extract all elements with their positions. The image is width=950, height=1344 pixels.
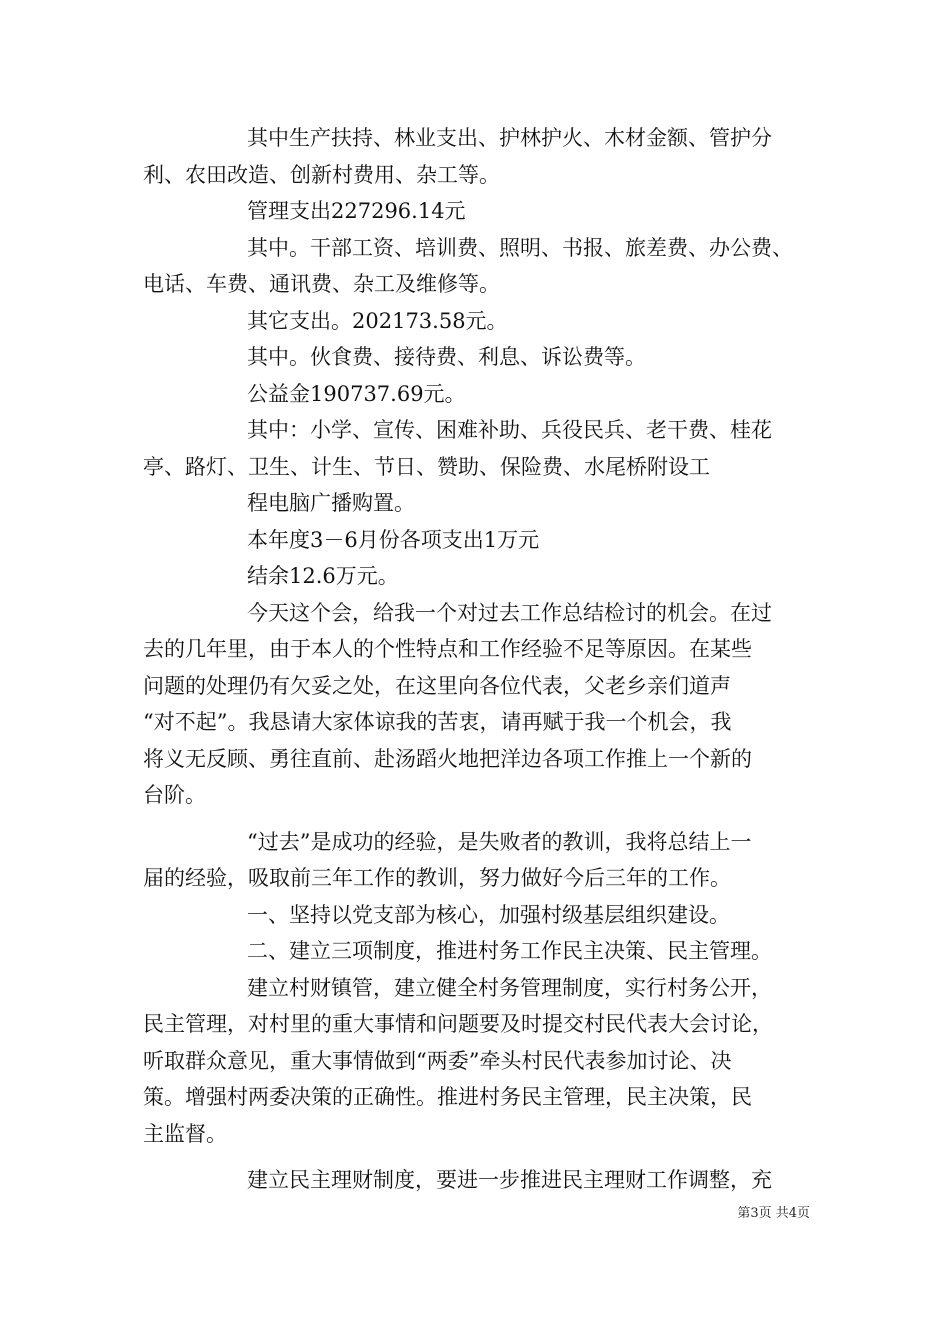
text-line: 程电脑广播购置。 xyxy=(247,491,415,515)
text-line: 利、农田改造、创新村费用、杂工等。 xyxy=(143,162,500,187)
text-line: 将义无反顾、勇往直前、赴汤蹈火地把洋边各项工作推上一个新的 xyxy=(143,746,752,771)
text-line: 管理支出227296.14元 xyxy=(247,199,466,223)
text-line: 其中。伙食费、接待费、利息、诉讼费等。 xyxy=(247,345,646,369)
text-line: 本年度3－6月份各项支出1万元 xyxy=(247,527,540,552)
text-line: 建立民主理财制度，要进一步推进民主理财工作调整，充 xyxy=(247,1168,772,1192)
text-line: 公益金190737.69元。 xyxy=(247,381,466,406)
body-text xyxy=(143,120,833,1199)
text-line: “对不起”。我恳请大家体谅我的苦衷，请再赋于我一个机会，我 xyxy=(143,710,732,734)
text-line: 结余12.6万元。 xyxy=(247,564,399,588)
text-line: 亭、路灯、卫生、计生、节日、赞助、保险费、水尾桥附设工 xyxy=(143,454,710,479)
text-line: 其它支出。202173.58元。 xyxy=(247,308,508,333)
text-line: 民主管理，对村里的重大事情和问题要及时提交村民代表大会讨论， xyxy=(143,1012,773,1036)
text-line: 届的经验，吸取前三年工作的教训，努力做好今后三年的工作。 xyxy=(143,866,731,890)
text-line: 其中生产扶持、林业支出、护林护火、木材金额、管护分 xyxy=(247,126,772,150)
text-line: 策。增强村两委决策的正确性。推进村务民主管理，民主决策，民 xyxy=(143,1085,752,1109)
text-line: 主监督。 xyxy=(143,1121,227,1146)
page-number-footer: 第3页 共4页 xyxy=(737,1206,810,1221)
text-line: 二、建立三项制度，推进村务工作民主决策、民主管理。 xyxy=(247,939,772,963)
text-line: 问题的处理仍有欠妥之处，在这里向各位代表，父老乡亲们道声 xyxy=(143,673,731,698)
text-line: 电话、车费、通讯费、杂工及维修等。 xyxy=(143,272,500,296)
text-line: “过去”是成功的经验，是失败者的教训，我将总结上一 xyxy=(247,829,752,854)
text-line: 台阶。 xyxy=(143,783,206,807)
text-line: 一、坚持以党支部为核心，加强村级基层组织建设。 xyxy=(247,902,730,927)
text-line: 其中。干部工资、培训费、照明、书报、旅差费、办公费、 xyxy=(247,235,793,260)
text-line: 去的几年里，由于本人的个性特点和工作经验不足等原因。在某些 xyxy=(143,637,752,661)
text-line: 今天这个会，给我一个对过去工作总结检讨的机会。在过 xyxy=(247,600,772,625)
text-line: 听取群众意见，重大事情做到“两委”牵头村民代表参加讨论、决 xyxy=(143,1048,732,1073)
text-line: 其中：小学、宣传、困难补助、兵役民兵、老干费、桂花 xyxy=(247,418,772,442)
text-line: 建立村财镇管，建立健全村务管理制度，实行村务公开， xyxy=(247,975,772,1000)
